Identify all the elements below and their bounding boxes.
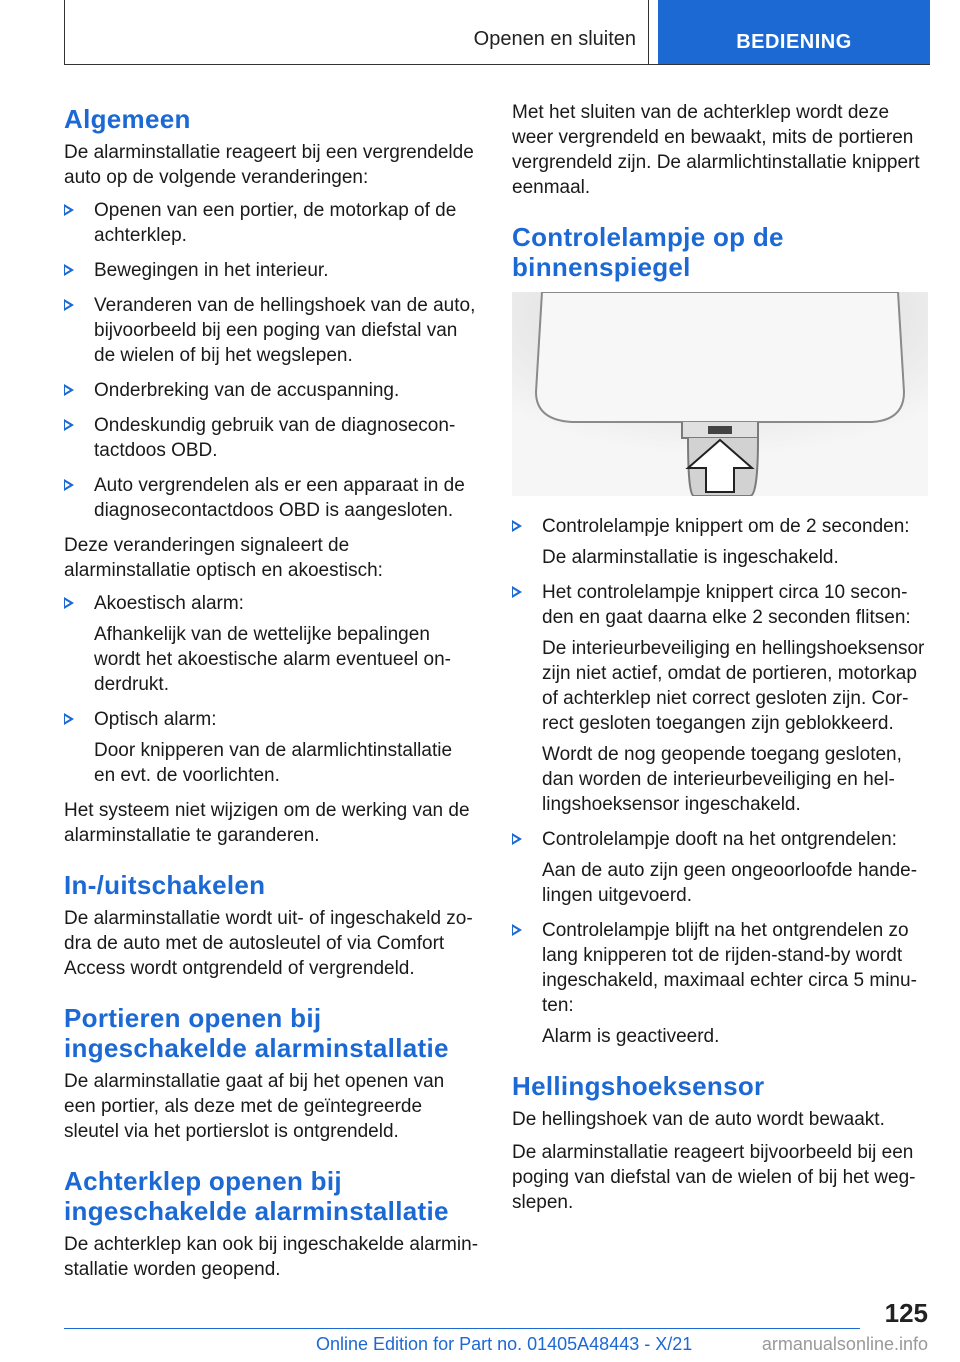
bullet-arrow-icon xyxy=(512,833,522,845)
list-item: Controlelampje dooft na het ontgrendelen: Aan de auto zijn geen ongeoorloofde handelingen uitgevoerd. xyxy=(512,827,928,908)
footer-watermark: armanualsonline.info xyxy=(761,1334,928,1354)
list-item: Onderbreking van de accuspanning. xyxy=(64,378,478,403)
header-chapter-label: BEDIENING xyxy=(736,31,852,53)
bullet-arrow-icon xyxy=(512,520,522,532)
heading-switch: In-/uitschakelen xyxy=(64,870,266,900)
heading-lamp: Controlelampje op de binnenspiegel xyxy=(512,222,784,282)
heading-doors: Portieren openen bij ingeschakelde alarminstallatie xyxy=(64,1003,449,1063)
list-item: Bewegingen in het interieur. xyxy=(64,258,478,283)
tailgate-text: De achterklep kan ook bij ingeschakelde alarminstallatie worden geopend. xyxy=(64,1234,479,1280)
list-item: Veranderen van de hellingshoek van de auto, bijvoorbeeld bij een poging van diefstal van de wielen of bij het wegslepen. xyxy=(64,293,478,368)
algemeen-intro: De alarminstallatie reageert bij een vergrendelde auto op de volgende veranderingen: xyxy=(64,142,474,188)
doors-text: De alarminstallatie gaat af bij het openen van een portier, als deze met de geïntegreerde sleutel via het portierslot is ontgrendeld. xyxy=(64,1071,445,1142)
list-item: Controlelampje knippert om de 2 seconden: De alarminstallatie is ingeschakeld. xyxy=(512,514,928,570)
closing-text: Het systeem niet wijzigen om de werking van de alarminstallatie te garanderen. xyxy=(64,800,470,846)
bullet-arrow-icon xyxy=(512,924,522,936)
alarm-list xyxy=(64,591,478,788)
bullet-arrow-icon xyxy=(512,586,522,598)
header-section-title: Openen en sluiten xyxy=(473,28,636,50)
list-item: Het controlelampje knippert circa 10 seconden en gaat daarna elke 2 seconden flitsen: De interieurbeveiliging en hellingshoeksensor zijn niet actief, omdat de portieren, motorkap of achterklep niet correct gesloten zijn. Correct gesloten toegangen zijn geblokkeerd. Wordt de nog geopende toegang gesloten, dan worden de interieurbeveiliging en hellingshoeksensor ingeschakeld. xyxy=(512,580,928,817)
list-item: Auto vergrendelen als er een apparaat in de diagnosecontactdoos OBD is aangesloten. xyxy=(64,473,478,523)
bullet-arrow-icon xyxy=(64,264,74,276)
trigger-list xyxy=(64,198,478,523)
list-item: Optisch alarm: Door knipperen van de alarmlichtinstallatie en evt. de voorlichten. xyxy=(64,707,478,788)
list-item: Openen van een portier, de motorkap of de achterklep. xyxy=(64,198,478,248)
heading-algemeen: Algemeen xyxy=(64,104,191,134)
header-rule-left xyxy=(64,0,65,64)
bullet-arrow-icon xyxy=(64,384,74,396)
mirror-drawing xyxy=(512,292,928,496)
footer-rule xyxy=(64,1328,860,1329)
tailgate-continued: Met het sluiten van de achterklep wordt deze weer vergrendeld en bewaakt, mits de portieren vergrendeld zijn. De alarmlichtinstallatie knippert eenmaal. xyxy=(512,102,920,198)
left-column xyxy=(64,100,478,1290)
bullet-arrow-icon xyxy=(64,713,74,725)
header-chapter-tab[interactable] xyxy=(658,0,930,64)
right-column xyxy=(512,100,928,1223)
list-item: Ondeskundig gebruik van de diagnosecontactdoos OBD. xyxy=(64,413,478,463)
mirror-illustration xyxy=(512,292,928,496)
heading-tilt: Hellingshoeksensor xyxy=(512,1071,765,1101)
signal-text: Deze veranderingen signaleert de alarminstallatie optisch en akoestisch: xyxy=(64,535,383,581)
footer-edition: Online Edition for Part no. 01405A48443 - X/21 xyxy=(316,1334,693,1354)
tilt-text-2: De alarminstallatie reageert bijvoorbeeld bij een poging van diefstal van de wielen of bij het wegslepen. xyxy=(512,1142,916,1213)
bullet-arrow-icon xyxy=(64,419,74,431)
bullet-arrow-icon xyxy=(64,597,74,609)
heading-tailgate: Achterklep openen bij ingeschakelde alarminstallatie xyxy=(64,1166,449,1226)
lamp-status-list xyxy=(512,514,928,1049)
header-rule xyxy=(64,64,930,65)
list-item: Akoestisch alarm: Afhankelijk van de wettelijke bepalingen wordt het akoestische alarm eventueel onderdrukt. xyxy=(64,591,478,697)
tilt-text-1: De hellingshoek van de auto wordt bewaakt. xyxy=(512,1109,885,1130)
page-number: 125 xyxy=(884,1298,928,1328)
bullet-arrow-icon xyxy=(64,204,74,216)
header-rule-mid xyxy=(648,0,649,64)
switch-text: De alarminstallatie wordt uit- of ingeschakeld zodra de auto met de autosleutel of via Comfort Access wordt ontgrendeld of vergrendeld. xyxy=(64,908,473,979)
bullet-arrow-icon xyxy=(64,479,74,491)
bullet-arrow-icon xyxy=(64,299,74,311)
list-item: Controlelampje blijft na het ontgrendelen zo lang knipperen tot de rijden-stand-by wordt ingeschakeld, maximaal echter circa 5 minuten: Alarm is geactiveerd. xyxy=(512,918,928,1049)
